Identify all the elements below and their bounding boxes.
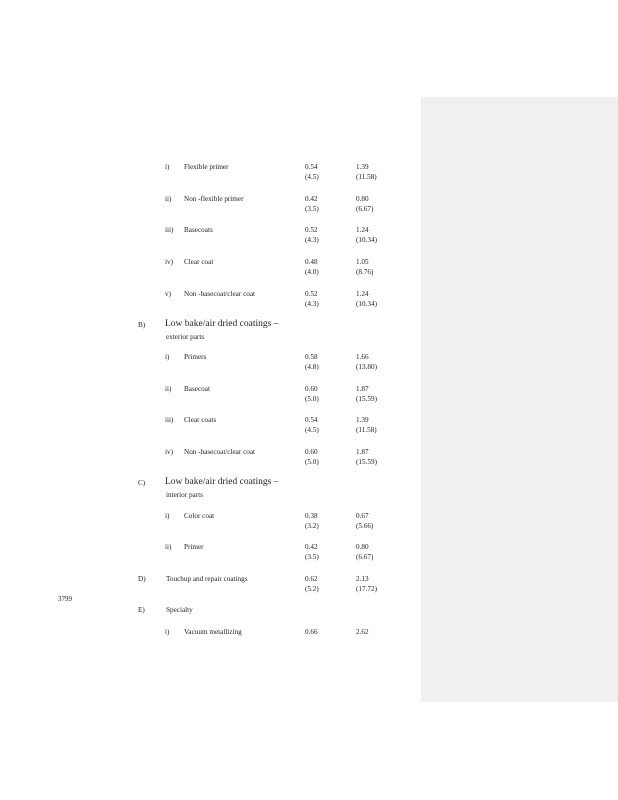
- value-col2: 0.80: [356, 195, 369, 203]
- value-col1: 0.60: [305, 385, 318, 393]
- section-subtitle: exterior parts: [166, 333, 205, 341]
- value-col2: 1.87: [356, 448, 369, 456]
- item-label: Clear coats: [184, 416, 217, 424]
- value-col1: 0.58: [305, 353, 318, 361]
- item-number: iv): [165, 448, 173, 456]
- value-col1-paren: (4.3): [305, 300, 319, 308]
- value-col2-paren: (11.58): [356, 426, 377, 434]
- value-col1: 0.66: [305, 628, 318, 636]
- item-number: i): [165, 628, 170, 636]
- value-col2: 0.67: [356, 512, 369, 520]
- item-number: iv): [165, 258, 173, 266]
- value-col1-paren: (5.0): [305, 395, 319, 403]
- value-col1: 0.60: [305, 448, 318, 456]
- section-letter: E): [138, 606, 145, 614]
- value-col1-paren: (5.2): [305, 585, 319, 593]
- value-col1-paren: (4.5): [305, 173, 319, 181]
- item-number: ii): [165, 195, 172, 203]
- value-col1-paren: (3.5): [305, 205, 319, 213]
- value-col1: 0.42: [305, 543, 318, 551]
- value-col1: 0.52: [305, 226, 318, 234]
- value-col1-paren: (4.0): [305, 268, 319, 276]
- value-col2-paren: (6.67): [356, 553, 374, 561]
- value-col1: 0.54: [305, 416, 318, 424]
- section-letter: C): [138, 479, 146, 487]
- section-label: Specialty: [166, 606, 193, 614]
- item-number: iii): [165, 226, 174, 234]
- value-col1: 0.48: [305, 258, 318, 266]
- value-col1-paren: (4.5): [305, 426, 319, 434]
- value-col2-paren: (5.66): [356, 522, 374, 530]
- value-col2: 1.66: [356, 353, 369, 361]
- value-col1: 0.42: [305, 195, 318, 203]
- value-col2-paren: (15.59): [356, 395, 377, 403]
- value-col2-paren: (11.58): [356, 173, 377, 181]
- value-col2: 1.24: [356, 226, 369, 234]
- value-col1: 0.54: [305, 163, 318, 171]
- value-col1: 0.52: [305, 290, 318, 298]
- section-title: Low bake/air dried coatings –: [165, 477, 279, 487]
- item-number: ii): [165, 385, 172, 393]
- item-number: iii): [165, 416, 174, 424]
- value-col2-paren: (6.67): [356, 205, 374, 213]
- item-label: Flexible primer: [184, 163, 229, 171]
- section-label: Touchup and repair coatings: [166, 575, 248, 583]
- item-label: Primer: [184, 543, 204, 551]
- value-col1-paren: (4.3): [305, 236, 319, 244]
- section-title: Low bake/air dried coatings –: [165, 319, 279, 329]
- comment-sidebar: [421, 97, 618, 702]
- value-col1: 0.38: [305, 512, 318, 520]
- value-col2-paren: (8.76): [356, 268, 374, 276]
- value-col2: 1.87: [356, 385, 369, 393]
- item-number: ii): [165, 543, 172, 551]
- item-label: Non -basecoat/clear coat: [184, 290, 256, 298]
- value-col2: 1.05: [356, 258, 369, 266]
- value-col2: 1.39: [356, 163, 369, 171]
- item-label: Basecoats: [184, 226, 213, 234]
- item-label: Non -basecoat/clear coat: [184, 448, 256, 456]
- item-number: i): [165, 512, 170, 520]
- value-col1-paren: (3.5): [305, 553, 319, 561]
- value-col2: 2.13: [356, 575, 369, 583]
- value-col1-paren: (5.0): [305, 458, 319, 466]
- value-col2: 0.80: [356, 543, 369, 551]
- section-letter: B): [138, 321, 146, 329]
- value-col1: 0.62: [305, 575, 318, 583]
- value-col2-paren: (17.72): [356, 585, 377, 593]
- page-number: 3799: [58, 595, 72, 603]
- value-col2-paren: (10.34): [356, 300, 377, 308]
- value-col2-paren: (15.59): [356, 458, 377, 466]
- item-label: Color coat: [184, 512, 215, 520]
- item-label: Basecoat: [184, 385, 210, 393]
- item-label: Clear coat: [184, 258, 214, 266]
- item-label: Vacuum metallizing: [184, 628, 242, 636]
- item-label: Non -flexible primer: [184, 195, 244, 203]
- value-col2: 2.62: [356, 628, 369, 636]
- item-number: i): [165, 353, 170, 361]
- value-col2-paren: (10.34): [356, 236, 377, 244]
- section-letter: D): [138, 575, 146, 583]
- item-label: Primers: [184, 353, 207, 361]
- value-col2-paren: (13.80): [356, 363, 377, 371]
- value-col1-paren: (3.2): [305, 522, 319, 530]
- item-number: i): [165, 163, 170, 171]
- value-col2: 1.39: [356, 416, 369, 424]
- value-col1-paren: (4.8): [305, 363, 319, 371]
- item-number: v): [165, 290, 171, 298]
- value-col2: 1.24: [356, 290, 369, 298]
- section-subtitle: interior parts: [166, 491, 203, 499]
